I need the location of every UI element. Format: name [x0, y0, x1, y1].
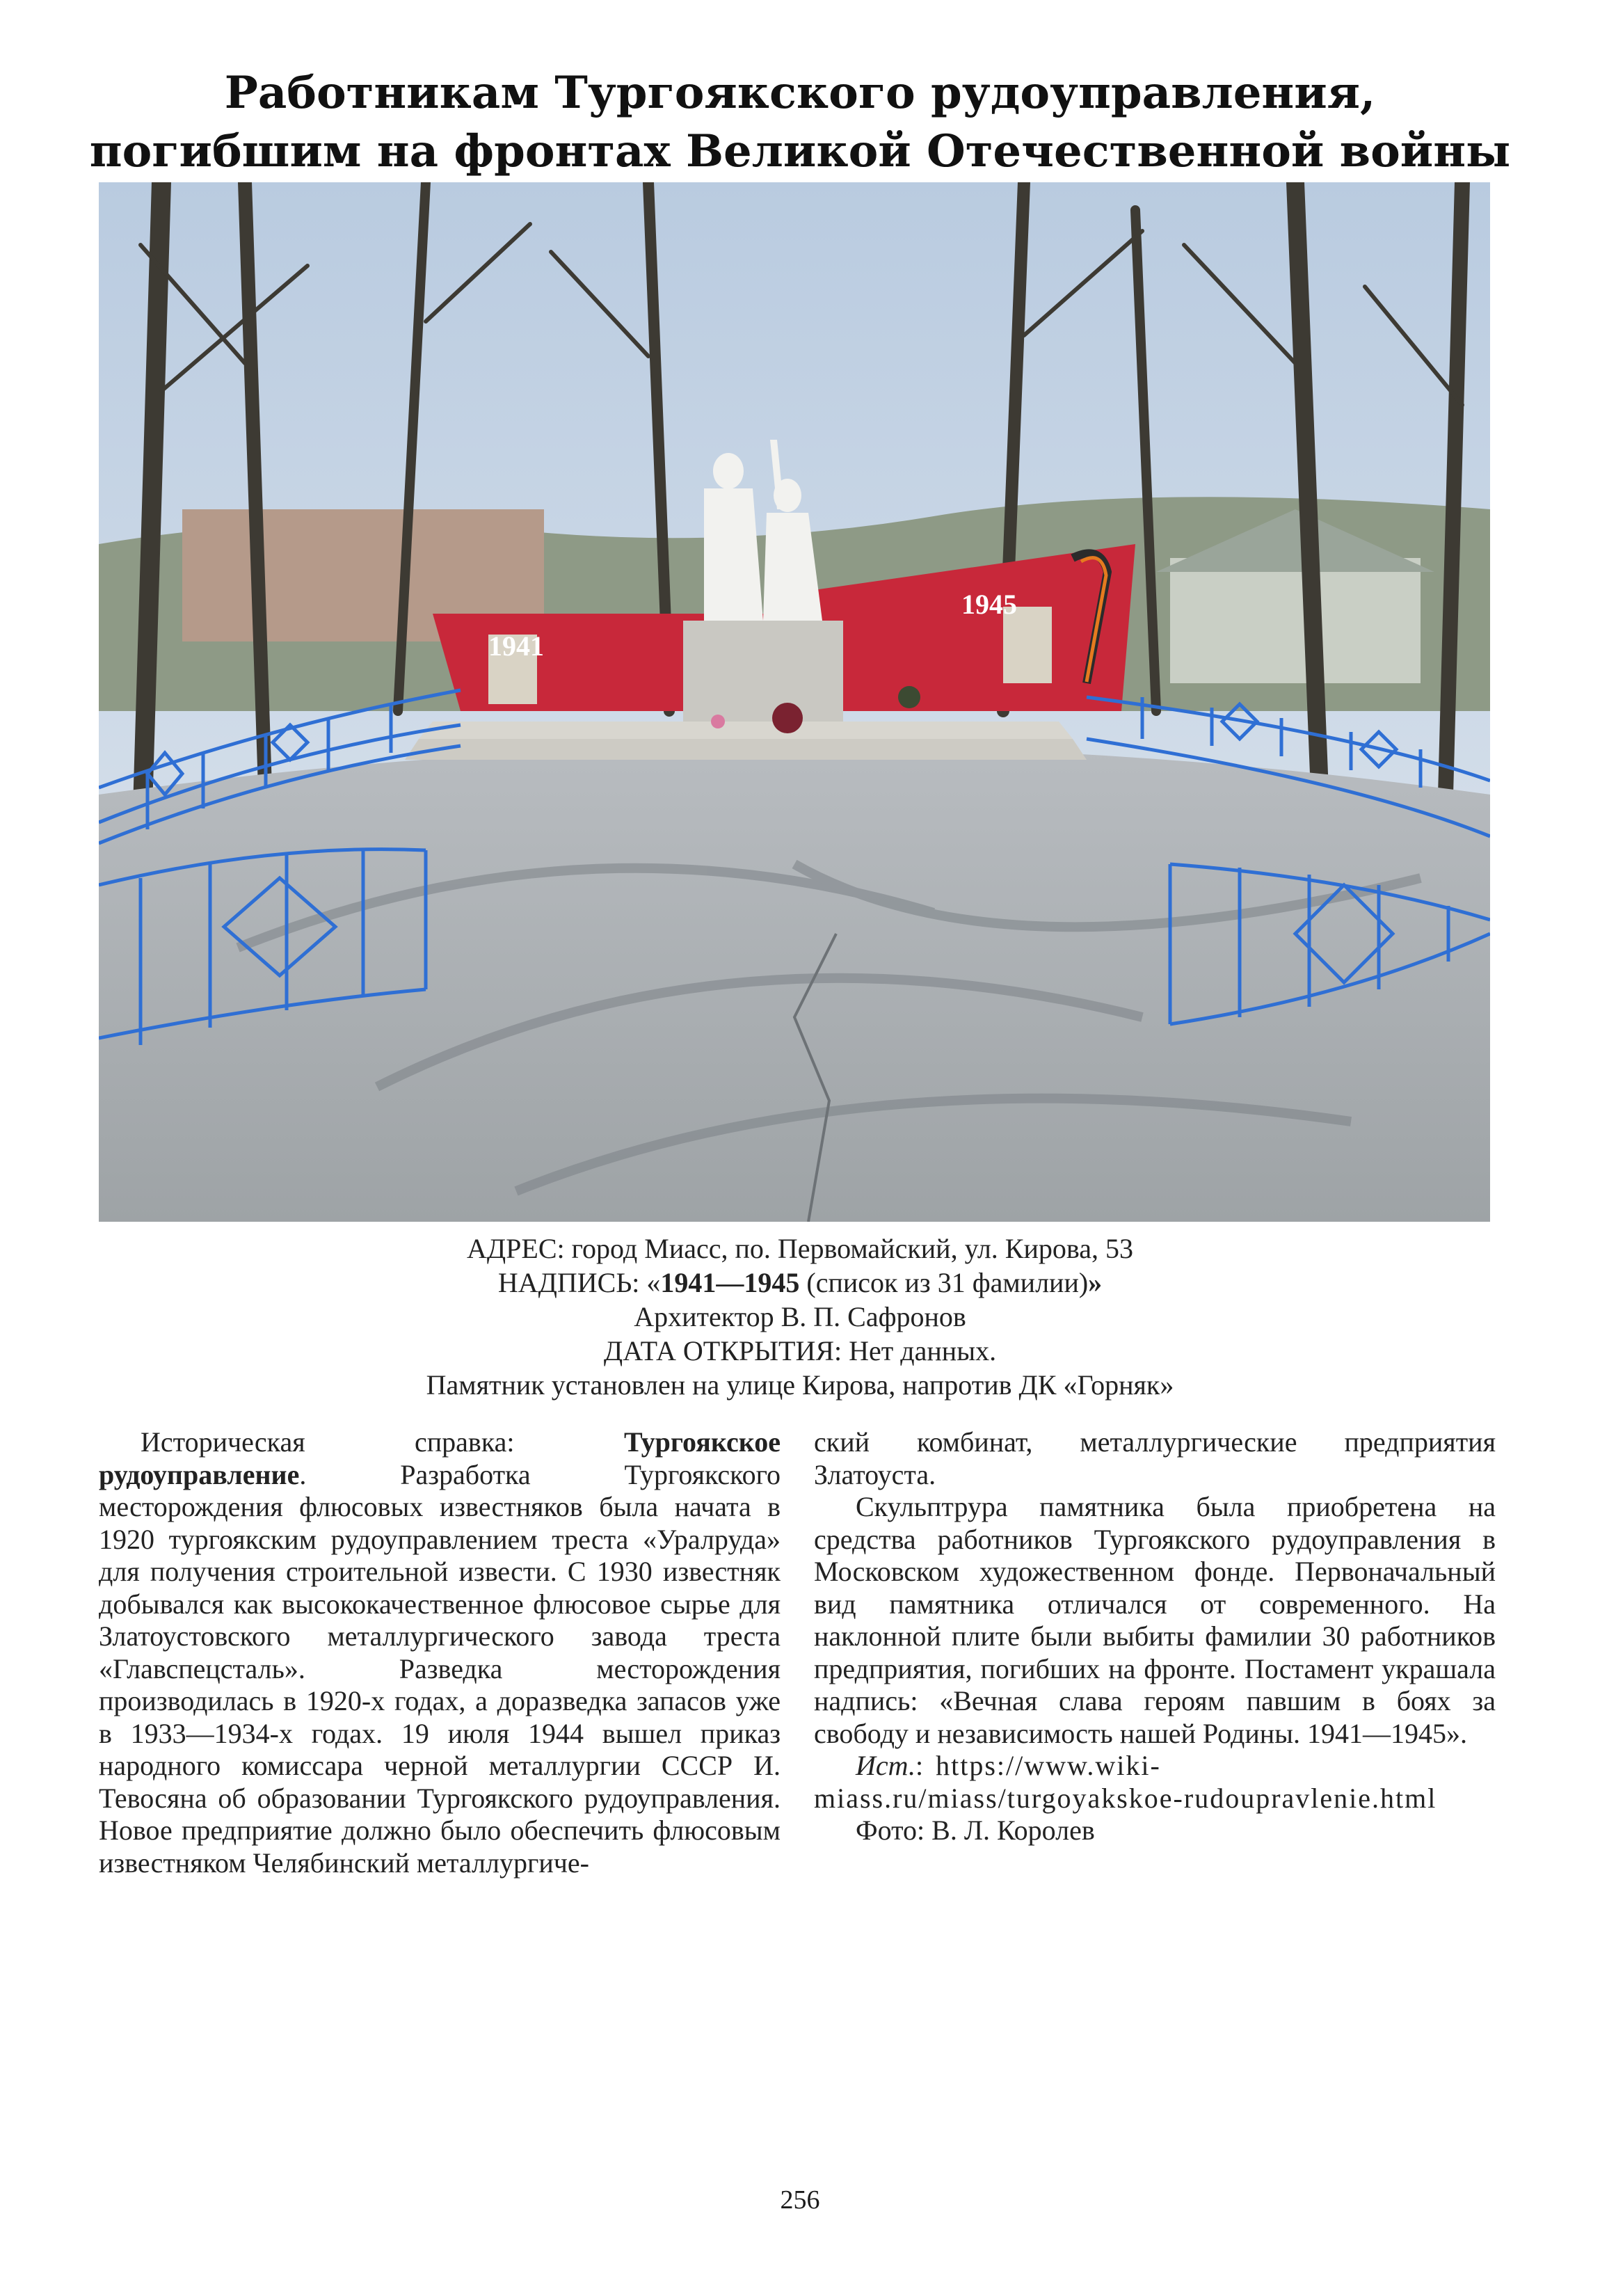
article-subject: Тургоякское рудоуправление — [99, 1426, 781, 1490]
caption-location-note: Памятник установлен на улице Кирова, напротив ДК «Горняк» — [426, 1369, 1174, 1401]
title-line-1: Работникам Тургоякского рудоуправления, — [224, 67, 1376, 119]
photo-credit: Фото: В. Л. Королев — [856, 1815, 1095, 1846]
caption-inscription: НАДПИСЬ: «1941—1945 (список из 31 фамилии)» — [497, 1267, 1103, 1298]
title-line-2: погибшим на фронтах Великой Отечественной войны — [89, 125, 1511, 177]
source-label: Ист. — [856, 1750, 916, 1781]
article-paragraph-2: Скульптрура памятника была приобретена на средства работников Тургоякского рудоуправления в Московском художественном фонде. Первоначальный вид памятника отличался от современного. На наклонной плите были выбиты фамилии 30 работников предприятия, погибших на фронте. Постамент украшала надпись: «Вечная слава героям павшим в боях за свободу и независимость нашей Родины. 1941—1945». — [814, 1491, 1496, 1749]
memorial-photo — [99, 182, 1490, 1222]
inscription-years: 1941—1945 — [660, 1267, 800, 1298]
page-title — [0, 64, 1600, 181]
caption-address: АДРЕС: город Миасс, по. Первомайский, ул. Кирова, 53 — [467, 1233, 1133, 1264]
year-1941-label: 1941 — [488, 630, 544, 662]
page-number: 256 — [780, 2185, 820, 2215]
memorial-caption — [0, 1231, 1600, 1402]
article-column-left — [99, 1426, 781, 1879]
article-source — [814, 1750, 1496, 1815]
article-column-right — [814, 1426, 1496, 1847]
article-paragraph-1: Историческая справка: Тургоякское рудоуправление. Разработка Тургоякского месторождения флюсовых известняков была начата в 1920 тургоякским рудоуправлением треста «Уралруда» для получения строительной извести. С 1930 известняк добывался как высококачественное флюсовое сырье для Златоустовского металлургического завода треста «Главспецсталь». Разведка месторождения производилась в 1920-х годах, а доразведка запасов уже в 1933—1934-х годах. 19 июля 1944 вышел приказ народного комиссара черной металлургии СССР И. Тевосяна об образовании Тургоякского рудоуправления. Новое предприятие должно было обеспечить флюсовым известняком Челябинский металлургиче- — [99, 1426, 781, 1879]
year-1945-label: 1945 — [961, 589, 1017, 620]
caption-opening-date: ДАТА ОТКРЫТИЯ: Нет данных. — [603, 1335, 997, 1366]
article-paragraph-1-continued: ский комбинат, металлургические предприятия Златоуста. — [814, 1426, 1496, 1490]
caption-architect: Архитектор В. П. Сафронов — [634, 1301, 966, 1332]
source-link[interactable]: : https://www.wiki-miass.ru/miass/turgoyakskoe-rudoupravlenie.html — [814, 1750, 1437, 1814]
